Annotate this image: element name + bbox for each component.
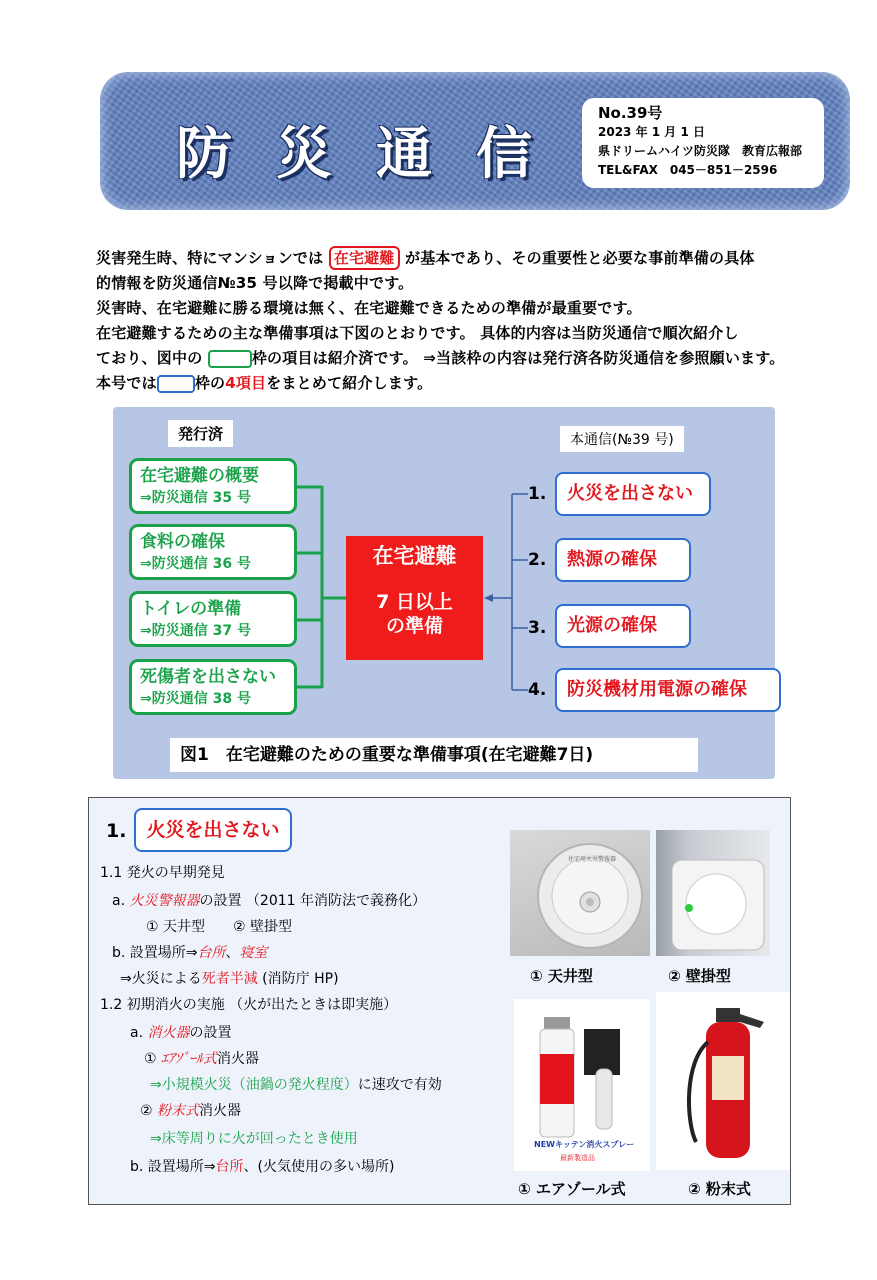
powder-extinguisher-image (656, 992, 790, 1170)
center-home-evacuation-box: 在宅避難 7 日以上 の準備 (346, 536, 483, 660)
extinguisher-place-line: b. 設置場所⇒台所、(火気使用の多い場所) (130, 1159, 395, 1175)
powder-type-caption: ② 粉末式 (688, 1180, 751, 1198)
heading-1-1: 1.1 発火の早期発見 (100, 865, 225, 881)
aerosol-type-line: ① ｴｱｿﾞｰﾙ式消火器 (144, 1051, 260, 1067)
issuer-org: 県ドリームハイツ防災隊 教育広報部 (598, 144, 803, 158)
aerosol-product-name: NEWキッテン消火スプレー (534, 1140, 635, 1149)
highlight-home-evacuation: 在宅避難 (329, 246, 400, 270)
intro-line-6: 本号では 枠の4項目をまとめて紹介します。 (96, 374, 433, 392)
published-item-38: 死傷者を出さない ⇒防災通信 38 号 (129, 659, 297, 715)
aerosol-type-caption: ① エアゾール式 (518, 1180, 626, 1198)
item-light-source: 光源の確保 (555, 604, 691, 648)
published-label: 発行済 (168, 420, 233, 447)
intro-line-1: 災害発生時、特にマンションでは 在宅避難 が基本であり、その重要性と必要な事前準備の具体 (96, 246, 856, 271)
item-heat-source: 熱源の確保 (555, 538, 691, 582)
ceiling-type-caption: ① 天井型 (530, 967, 593, 985)
issue-date: 2023 年 1 月 1 日 (598, 125, 705, 139)
contact-tel: TEL&FAX 045－851－2596 (598, 163, 778, 177)
heading-1-2: 1.2 初期消火の実施 （火が出たときは即実施） (100, 997, 398, 1013)
published-item-37: トイレの準備 ⇒防災通信 37 号 (129, 591, 297, 647)
extinguisher-install-line: a. 消火器の設置 (130, 1025, 232, 1041)
aerosol-product-note: 最新製造品 (560, 1154, 595, 1162)
section-number: 1. (106, 820, 127, 842)
ceiling-alarm-image (510, 830, 650, 956)
issue-number: No.39号 (598, 104, 663, 122)
powder-type-line: ② 粉末式消火器 (140, 1103, 242, 1119)
figure-caption: 図1 在宅避難のための重要な準備事項(在宅避難7日) (170, 738, 698, 772)
aerosol-extinguisher-photo (514, 999, 650, 1171)
powder-use-line: ⇒床等周りに火が回ったとき使用 (150, 1131, 358, 1147)
intro-line-5: ており、図中の 枠の項目は紹介済です。 ⇒当該枠の内容は発行済各防災通信を参照願います。 (96, 349, 785, 367)
powder-extinguisher-photo (656, 992, 790, 1170)
wall-alarm-image (656, 830, 770, 956)
alarm-effect-line: ⇒火災による死者半減 (消防庁 HP) (120, 971, 339, 987)
newsletter-title: 防災通信 (176, 121, 576, 187)
intro-line-4: 在宅避難するための主な準備事項は下図のとおりです。 具体的内容は当防災通信で順次紹介し (96, 324, 739, 342)
alarm-place-line: b. 設置場所⇒台所、寝室 (112, 945, 268, 961)
this-issue-label: 本通信(№39 号) (560, 426, 684, 452)
section-title: 火災を出さない (134, 808, 292, 852)
published-item-35: 在宅避難の概要 ⇒防災通信 35 号 (129, 458, 297, 514)
item-number-1: 1. (528, 484, 547, 504)
intro-line-2: 的情報を防災通信№35 号以降で掲載中です。 (96, 274, 414, 292)
alarm-label-text: 住宅用火災警報器 (568, 856, 617, 863)
alarm-install-line: a. 火災警報器の設置 （2011 年消防法で義務化） (112, 893, 427, 909)
wall-type-caption: ② 壁掛型 (668, 967, 731, 985)
alarm-types-line: ① 天井型 ② 壁掛型 (146, 919, 293, 935)
item-equipment-power: 防災機材用電源の確保 (555, 668, 781, 712)
item-number-2: 2. (528, 550, 547, 570)
item-number-3: 3. (528, 618, 547, 638)
ceiling-alarm-photo (510, 830, 650, 956)
item-no-fire: 火災を出さない (555, 472, 711, 516)
intro-line-3: 災害時、在宅避難に勝る環境は無く、在宅避難できるための準備が最重要です。 (96, 299, 642, 317)
published-item-36: 食料の確保 ⇒防災通信 36 号 (129, 524, 297, 580)
aerosol-use-line: ⇒小規模火災（油鍋の発火程度）に速攻で有効 (150, 1077, 442, 1093)
wall-alarm-photo (656, 830, 770, 956)
item-number-4: 4. (528, 680, 547, 700)
